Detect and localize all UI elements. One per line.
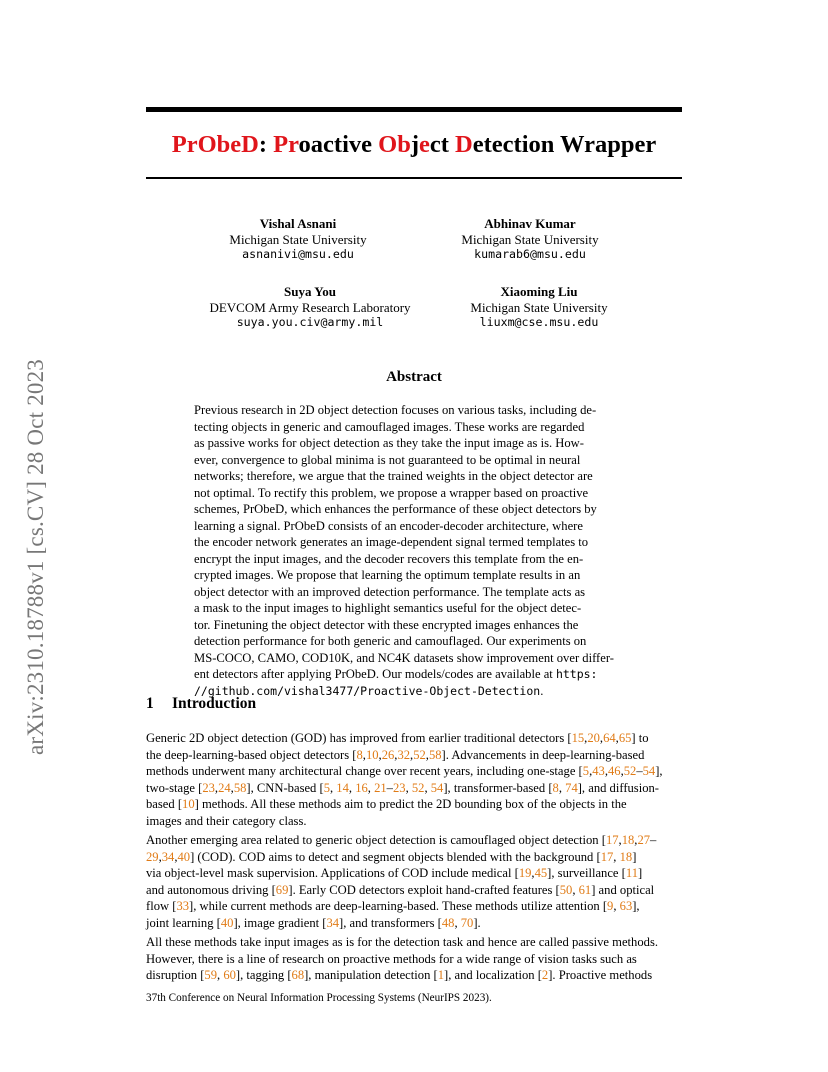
author-email[interactable]: asnanivi@msu.edu [242,247,354,261]
body-text: ], manipulation detection [ [304,968,438,982]
citation-link[interactable]: 52 [411,780,425,795]
citation-link[interactable]: 17 [605,833,619,847]
citation-link[interactable]: 5 [323,780,330,795]
arxiv-stamp: arXiv:2310.18788v1 [cs.CV] 28 Oct 2023 [23,359,48,755]
citation-link[interactable]: 34 [326,915,340,930]
title-part: Pr [273,131,299,158]
body-text: , [604,764,608,778]
body-line [146,915,682,931]
body-text: , [405,780,412,795]
body-text: , [620,764,624,778]
abstract-line-end: . [540,683,544,698]
citation-link[interactable]: 11 [625,866,638,880]
author-email[interactable]: kumarab6@msu.edu [474,247,586,261]
body-text: – [650,833,657,847]
citation-link[interactable]: 33 [176,899,190,913]
title-part: : [258,131,274,158]
body-text: , [558,780,566,795]
body-text: , [454,915,461,930]
citation-link[interactable]: 27 [637,833,651,847]
citation-link[interactable]: 60 [223,968,236,982]
citation-link[interactable]: 48 [441,915,455,930]
citation-link[interactable]: 69 [275,882,289,897]
abstract-line: ever, convergence to global minima is not guaranteed to be optimal in neural [194,452,581,467]
body-text: , [158,849,162,864]
abstract-line: not optimal. To rectify this problem, we propose a wrapper based on proactive [194,485,589,500]
body-line [146,730,682,746]
citation-link[interactable]: 68 [291,968,305,982]
citation-link[interactable]: 26 [381,747,395,762]
body-text: , [217,968,224,982]
body-line [146,796,682,812]
abstract-line: detection performance for both generic and camouflaged. Our experiments on [194,634,587,648]
body-text: However, there is a line of research on proactive methods for a wide range of vision tasks such as [146,951,637,966]
abstract-line: MS-COCO, CAMO, COD10K, and NC4K datasets show improvement over differ- [194,650,614,665]
body-line [146,763,682,779]
citation-link[interactable]: 5 [582,764,590,778]
body-text: flow [ [146,899,177,913]
body-text: , [618,833,622,847]
body-text: , [174,849,178,864]
abstract-line: a mask to the input images to highlight semantics useful for the object detec- [194,601,582,615]
citation-link[interactable]: 21 [374,780,387,795]
author-email[interactable]: liuxm@cse.msu.edu [479,315,599,329]
body-text: the deep-learning-based object detectors [ [146,747,357,762]
body-text: ] [632,849,637,864]
body-text: , [330,780,337,795]
body-text: , [394,747,398,762]
abstract-line: tecting objects in generic and camouflaged images. These works are regarded [194,419,585,434]
body-text: Another emerging area related to generic object detection is camouflaged object detection [ [146,833,606,847]
title-part: j [410,131,419,158]
body-text: via object-level mask supervision. Applications of COD include medical [ [146,866,519,880]
citation-link[interactable]: 52 [413,747,426,762]
abstract-heading: Abstract [386,369,442,385]
body-text: , [367,780,375,795]
citation-link[interactable]: 19 [518,866,532,880]
body-text: , [613,849,620,864]
citation-link[interactable]: 50 [559,882,573,897]
abstract-line: object detector with an improved detection performance. The template acts as [194,584,586,599]
abstract-line: schemes, PrObeD, which enhances the performance of these object detectors by [194,502,597,516]
body-text: ], and diffusion- [577,780,659,795]
abstract-line [194,666,634,682]
body-text: – [386,780,393,795]
abstract-line: the encoder network generates an image-dependent signal termed templates to [194,535,589,549]
citation-link[interactable]: 8 [552,780,559,795]
abstract-line-text: ent detectors after applying PrObeD. Our models/codes are available at [194,667,556,681]
author-affiliation: Michigan State University [461,231,599,247]
section-number: 1 [146,695,154,712]
citation-link[interactable]: 52 [623,764,637,778]
citation-link[interactable]: 17 [600,849,614,864]
body-text: , [589,764,593,778]
author-affiliation: Michigan State University [229,231,367,247]
citation-link[interactable]: 54 [430,780,444,795]
body-text: ], transformer-based [ [443,780,553,795]
citation-link[interactable]: 40 [220,915,234,930]
body-text: ], CNN-based [ [246,780,324,795]
title-part: PrObeD [171,131,259,158]
author-block [380,216,680,263]
title-part: Ob [378,131,411,158]
title-part: D [455,131,473,158]
abstract-line: as passive works for object detection as they take the input image as is. How- [194,436,584,450]
body-text: ], [632,899,640,913]
conference-footnote: 37th Conference on Neural Information Processing Systems (NeurIPS 2023). [146,992,492,1004]
author-name: Suya You [284,284,336,299]
abstract-line [194,683,634,699]
body-line [146,898,682,914]
body-line [146,813,682,829]
title-rule-top [146,107,682,112]
citation-link[interactable]: 58 [233,780,247,795]
body-text: ], surveillance [ [547,866,626,880]
body-text: ] and optical [591,882,655,897]
body-text: ]. Advancements in deep-learning-based [441,747,645,762]
body-line [146,747,682,763]
author-name: Xiaoming Liu [500,284,578,299]
body-text: Generic 2D object detection (GOD) has improved from earlier traditional detectors [ [146,731,572,745]
body-text: All these methods take input images as is for the detection task and hence are called passive methods. [146,935,658,949]
citation-link[interactable]: 63 [619,899,633,913]
body-text: , [214,780,219,795]
body-text: ], and localization [ [444,968,542,982]
citation-link[interactable]: 40 [177,849,191,864]
citation-link[interactable]: 16 [355,780,368,795]
body-text: – [636,764,643,778]
citation-link[interactable]: 34 [161,849,175,864]
citation-link[interactable]: 14 [336,780,349,795]
body-text: ], while current methods are deep-learning-based. These methods utilize attention [ [189,899,608,913]
citation-link[interactable]: 23 [392,780,406,795]
abstract-line: crypted images. We propose that learning the optimum template results in an [194,568,581,582]
body-text: , [348,780,356,795]
body-text: ], image gradient [ [233,915,327,930]
author-affiliation: DEVCOM Army Research Laboratory [209,299,411,315]
citation-link[interactable]: 2 [541,968,549,982]
body-text: ] [638,866,643,880]
body-text: , [572,882,579,897]
body-text: two-stage [ [146,780,203,795]
body-text: ], [655,764,663,778]
citation-link[interactable]: 54 [642,764,656,778]
section-title: Introduction [172,695,257,712]
body-text: and autonomous driving [ [146,882,276,897]
title-part: ct [429,131,456,158]
body-line [146,832,682,848]
body-text: ]. [473,915,481,930]
body-text: disruption [ [146,968,205,982]
body-line [146,849,682,865]
body-text: ], and transformers [ [339,915,442,930]
citation-link[interactable]: 74 [565,780,578,795]
citation-link[interactable]: 18 [621,833,635,847]
abstract-line: tor. Finetuning the object detector with these encrypted images enhances the [194,617,579,632]
author-block [389,284,689,331]
title-rule-bottom [146,177,682,179]
body-line [146,865,682,881]
body-text: based [ [146,797,183,811]
citation-link[interactable]: 58 [428,747,442,762]
code-url-link[interactable]: //github.com/vishal3477/Proactive-Object-Detection [194,683,541,698]
author-email[interactable]: suya.you.civ@army.mil [236,315,384,329]
author-name: Abhinav Kumar [484,216,576,231]
paper-title [146,128,682,162]
body-line [146,951,682,967]
citation-link[interactable]: 8 [356,747,363,762]
citation-link[interactable]: 32 [397,747,411,762]
body-text: , [615,731,619,745]
body-text: , [424,780,431,795]
body-text: , [634,833,638,847]
citation-link[interactable]: 64 [603,731,616,745]
section-heading [146,695,256,713]
citation-link[interactable]: 59 [204,968,218,982]
body-text: ]. Proactive methods [548,968,653,982]
body-text: , [410,747,414,762]
citation-link[interactable]: 1 [437,968,444,982]
body-text: ] (COD). COD aims to detect and segment objects blended with the background [ [190,849,601,864]
body-line [146,882,682,898]
author-affiliation: Michigan State University [470,299,608,315]
citation-link[interactable]: 20 [587,731,600,745]
citation-link[interactable]: 65 [618,731,632,745]
body-text: , [584,731,588,745]
abstract-line: networks; therefore, we argue that the trained weights in the object detector are [194,469,593,483]
citation-link[interactable]: 10 [182,797,195,811]
body-line [146,934,682,950]
body-text: , [599,731,604,745]
author-name: Vishal Asnani [259,216,337,231]
abstract-line: encrypt the input images, and the decoder recovers this template from the en- [194,551,584,566]
abstract-line: Previous research in 2D object detection focuses on various tasks, including de- [194,403,597,417]
title-part: e [419,131,430,158]
citation-link[interactable]: 45 [534,866,548,880]
citation-link[interactable]: 43 [592,764,605,778]
body-text: images and their category class. [146,813,307,828]
citation-link[interactable]: 9 [607,899,614,913]
citation-link[interactable]: 15 [571,731,585,745]
body-line [146,967,682,983]
code-url-link[interactable]: https: [555,667,598,681]
citation-link[interactable]: 61 [578,882,592,897]
abstract-line: learning a signal. PrObeD consists of an encoder-decoder architecture, where [194,518,583,533]
citation-link[interactable]: 24 [218,780,231,795]
body-text: , [425,747,429,762]
title-part: oactive [298,131,379,158]
citation-link[interactable]: 10 [365,747,379,762]
body-text: joint learning [ [146,915,221,930]
citation-link[interactable]: 29 [146,849,159,864]
body-text: ] to [631,731,649,745]
body-text: , [531,866,535,880]
body-text: ], tagging [ [235,968,292,982]
body-text: , [613,899,620,913]
citation-link[interactable]: 18 [619,849,633,864]
body-line [146,780,682,796]
body-text: , [378,747,382,762]
body-text: ]. Early COD detectors exploit hand-crafted features [ [288,882,560,897]
body-text: , [230,780,234,795]
body-text: , [362,747,366,762]
title-part: etection Wrapper [472,131,657,158]
citation-link[interactable]: 70 [460,915,474,930]
body-text: ] methods. All these methods aim to predict the 2D bounding box of the objects in the [194,797,627,811]
citation-link[interactable]: 46 [607,764,621,778]
body-text: methods underwent many architectural change over recent years, including one-stage [ [146,764,583,778]
citation-link[interactable]: 23 [202,780,215,795]
